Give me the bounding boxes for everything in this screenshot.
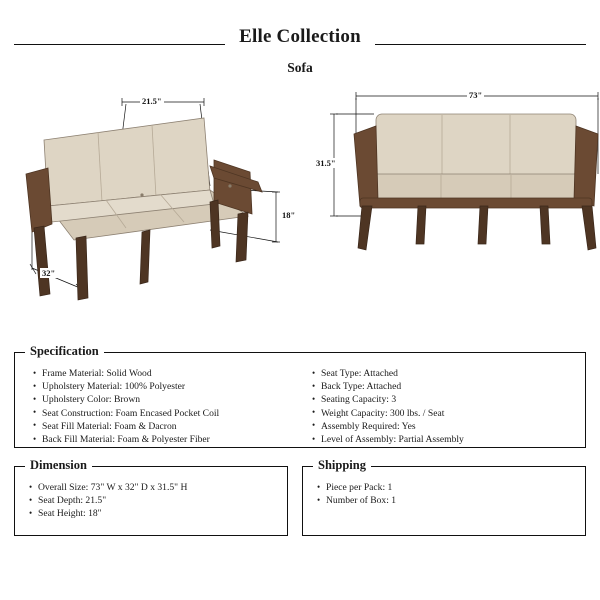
list-item: • Seat Construction: Foam Encased Pocket Coil — [33, 407, 300, 420]
list-item: • Upholstery Color: Brown — [33, 393, 300, 406]
list-item: • Frame Material: Solid Wood — [33, 367, 300, 380]
shipping-list — [317, 481, 579, 507]
dim-label-overall-depth: 32" — [42, 268, 56, 278]
specification-right-column — [300, 367, 579, 446]
dim-label-seat-depth: 21.5" — [142, 96, 162, 106]
specification-left-list — [33, 367, 300, 446]
angled-sofa-drawing — [14, 82, 314, 328]
list-item: • Upholstery Material: 100% Polyester — [33, 380, 300, 393]
list-item: • Seat Depth: 21.5" — [29, 494, 281, 507]
dimension-box — [14, 458, 288, 536]
shipping-legend: Shipping — [313, 458, 371, 473]
dim-label-overall-width: 73" — [469, 90, 483, 100]
dimension-legend: Dimension — [25, 458, 92, 473]
list-item: • Back Type: Attached — [312, 380, 579, 393]
illustration-area — [14, 82, 586, 328]
list-item: • Back Fill Material: Foam & Polyester Fiber — [33, 433, 300, 446]
list-item: • Overall Size: 73" W x 32" D x 31.5" H — [29, 481, 281, 494]
list-item: • Weight Capacity: 300 lbs. / Seat — [312, 407, 579, 420]
front-sofa-drawing — [314, 82, 600, 328]
list-item: • Level of Assembly: Partial Assembly — [312, 433, 579, 446]
list-item: • Seat Height: 18" — [29, 507, 281, 520]
specification-legend: Specification — [25, 344, 104, 359]
list-item: • Piece per Pack: 1 — [317, 481, 579, 494]
angled-sofa-view — [14, 82, 314, 328]
specification-right-list — [312, 367, 579, 446]
list-item: • Seat Fill Material: Foam & Dacron — [33, 420, 300, 433]
specification-left-column — [21, 367, 300, 446]
list-item: • Number of Box: 1 — [317, 494, 579, 507]
list-item: • Assembly Required: Yes — [312, 420, 579, 433]
page-subtitle: Sofa — [287, 60, 313, 75]
list-item: • Seat Type: Attached — [312, 367, 579, 380]
lower-boxes-row — [14, 458, 586, 536]
dim-label-seat-height: 18" — [282, 210, 296, 220]
list-item: • Seating Capacity: 3 — [312, 393, 579, 406]
page-title: Elle Collection — [225, 26, 375, 48]
dim-label-overall-height: 31.5" — [316, 158, 336, 168]
info-boxes — [14, 344, 586, 536]
shipping-box — [302, 458, 586, 536]
specification-box — [14, 344, 586, 448]
front-sofa-view — [314, 82, 600, 328]
dimension-list — [29, 481, 281, 521]
header — [14, 0, 586, 48]
